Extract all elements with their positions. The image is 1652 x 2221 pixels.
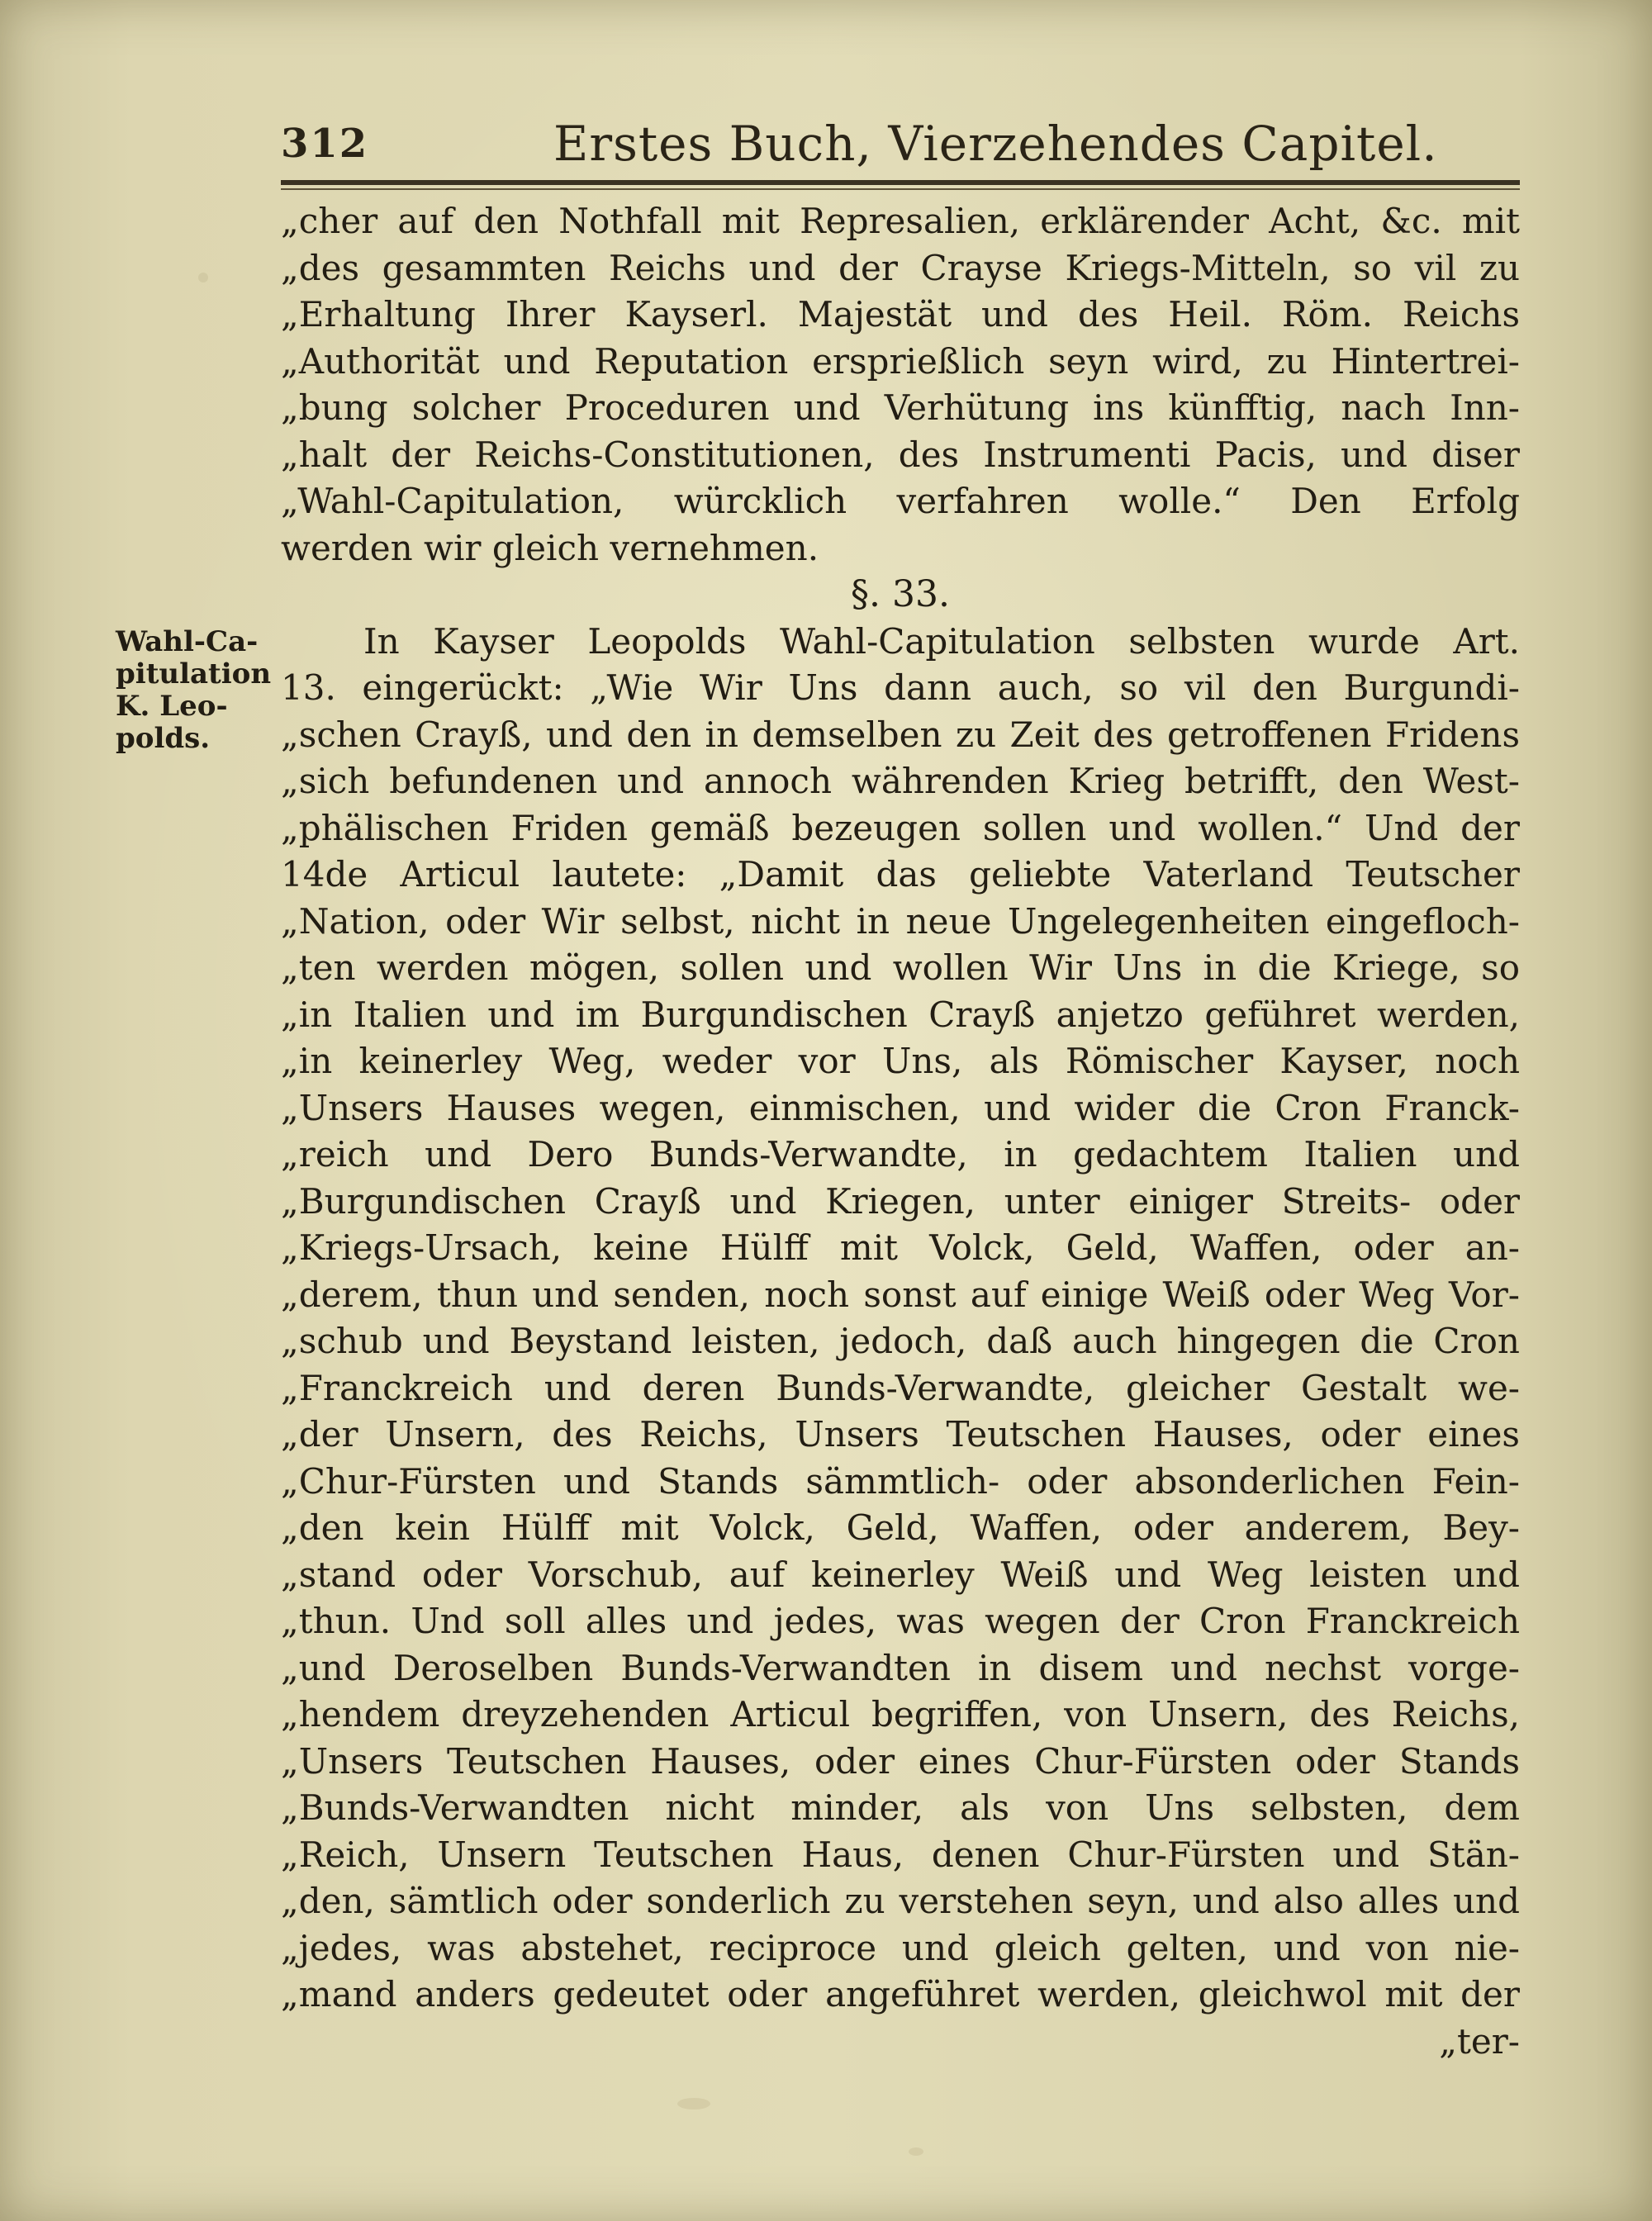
text-line: „Nation, oder Wir selbst, nicht in neue Ungelegenheiten eingefloch- bbox=[281, 900, 1520, 942]
text-line: „cher auf den Nothfall mit Represalien, erklärender Acht, &c. mit bbox=[281, 201, 1520, 241]
text-line: „Unsers Hauses wegen, einmischen, und wider die Cron Franck- bbox=[281, 1087, 1520, 1128]
text-line: 13. eingerückt: „Wie Wir Uns dann auch, so vil den Burgundi- bbox=[281, 667, 1520, 708]
text-line: „Kriegs-Ursach, keine Hülff mit Volck, Geld, Waffen, oder an- bbox=[281, 1227, 1520, 1268]
text-line: „thun. Und soll alles und jedes, was wegen der Cron Franckreich bbox=[281, 1601, 1520, 1641]
text-line: werden wir gleich vernehmen. bbox=[281, 527, 819, 568]
paper-stain bbox=[909, 2147, 923, 2156]
text-line: „Reich, Unsern Teutschen Haus, denen Chur-Fürsten und Stän- bbox=[281, 1834, 1520, 1875]
margin-note-line: pitulation bbox=[116, 657, 272, 691]
text-line: „sich befundenen und annoch währenden Krieg betrifft, den West- bbox=[281, 761, 1520, 801]
catchword: „ter- bbox=[1439, 2020, 1520, 2062]
text-line: „schub und Beystand leisten, jedoch, daß auch hingegen die Cron bbox=[281, 1321, 1520, 1361]
margin-note-line: Wahl-Ca- bbox=[116, 625, 259, 658]
text-line: „hendem dreyzehenden Articul begriffen, von Unsern, des Reichs, bbox=[281, 1694, 1520, 1735]
text-line: „derem, thun und senden, noch sonst auf einige Weiß oder Weg Vor- bbox=[281, 1274, 1520, 1315]
margin-note bbox=[116, 626, 281, 755]
text-line: „in Italien und im Burgundischen Crayß anjetzo geführet werden, bbox=[281, 994, 1520, 1035]
section-heading: §. 33. bbox=[851, 573, 950, 615]
text-line: „Chur-Fürsten und Stands sämmtlich- oder absonderlichen Fein- bbox=[281, 1460, 1520, 1502]
text-line: „mand anders gedeutet oder angeführet werden, gleichwol mit der bbox=[281, 1974, 1520, 2015]
margin-note-line: polds. bbox=[116, 722, 211, 755]
text-line: „stand oder Vorschub, auf keinerley Weiß und Weg leisten und bbox=[281, 1554, 1520, 1595]
text-line: „der Unsern, des Reichs, Unsers Teutschen Hauses, oder eines bbox=[281, 1414, 1520, 1455]
text-line: „des gesammten Reichs und der Crayse Kriegs-Mitteln, so vil zu bbox=[281, 247, 1520, 288]
text-line: „in keinerley Weg, weder vor Uns, als Römischer Kayser, noch bbox=[281, 1041, 1520, 1081]
text-line: In Kayser Leopolds Wahl-Capitulation selbsten wurde Art. bbox=[363, 620, 1520, 662]
text-line: „reich und Dero Bunds-Verwandte, in gedachtem Italien und bbox=[281, 1134, 1520, 1175]
text-line: „und Deroselben Bunds-Verwandten in disem und nechst vorge- bbox=[281, 1647, 1520, 1688]
header-rule bbox=[281, 180, 1520, 185]
text-line: „Authorität und Reputation ersprießlich seyn wird, zu Hintertrei- bbox=[281, 340, 1520, 382]
text-line: „halt der Reichs-Constitutionen, des Instrumenti Pacis, und diser bbox=[281, 434, 1520, 475]
paper-stain bbox=[677, 2098, 710, 2109]
text-line: „den kein Hülff mit Volck, Geld, Waffen, oder anderem, Bey- bbox=[281, 1507, 1520, 1548]
running-title: Erstes Buch, Vierzehendes Capitel. bbox=[553, 116, 1438, 172]
text-line: „jedes, was abstehet, reciproce und gleich gelten, und von nie- bbox=[281, 1927, 1520, 1968]
header-rule-thin bbox=[281, 188, 1520, 190]
text-line: „phälischen Friden gemäß bezeugen sollen und wollen.“ Und der bbox=[281, 807, 1520, 848]
margin-note-line: K. Leo- bbox=[116, 690, 228, 723]
page-header bbox=[281, 116, 1520, 182]
text-line: „bung solcher Proceduren und Verhütung ins künfftig, nach Inn- bbox=[281, 387, 1520, 428]
text-line: „Burgundischen Crayß und Kriegen, unter einiger Streits- oder bbox=[281, 1180, 1520, 1222]
body-text bbox=[281, 198, 1520, 2065]
text-line: „Franckreich und deren Bunds-Verwandte, gleicher Gestalt we- bbox=[281, 1367, 1520, 1408]
text-line: „den, sämtlich oder sonderlich zu verstehen seyn, und also alles und bbox=[281, 1881, 1520, 1921]
text-line: „Erhaltung Ihrer Kayserl. Majestät und des Heil. Röm. Reichs bbox=[281, 294, 1520, 335]
page-number: 312 bbox=[281, 121, 369, 167]
text-line: „schen Crayß, und den in demselben zu Zeit des getroffenen Fridens bbox=[281, 714, 1520, 755]
paper-stain bbox=[198, 273, 208, 282]
text-line: 14de Articul lautete: „Damit das geliebte Vaterland Teutscher bbox=[281, 854, 1520, 895]
text-line: „ten werden mögen, sollen und wollen Wir Uns in die Kriege, so bbox=[281, 947, 1520, 988]
text-line: „Bunds-Verwandten nicht minder, als von Uns selbsten, dem bbox=[281, 1787, 1520, 1828]
text-line: „Wahl-Capitulation, würcklich verfahren wolle.“ Den Erfolg bbox=[281, 481, 1520, 521]
text-line: „Unsers Teutschen Hauses, oder eines Chur-Fürsten oder Stands bbox=[281, 1740, 1520, 1782]
